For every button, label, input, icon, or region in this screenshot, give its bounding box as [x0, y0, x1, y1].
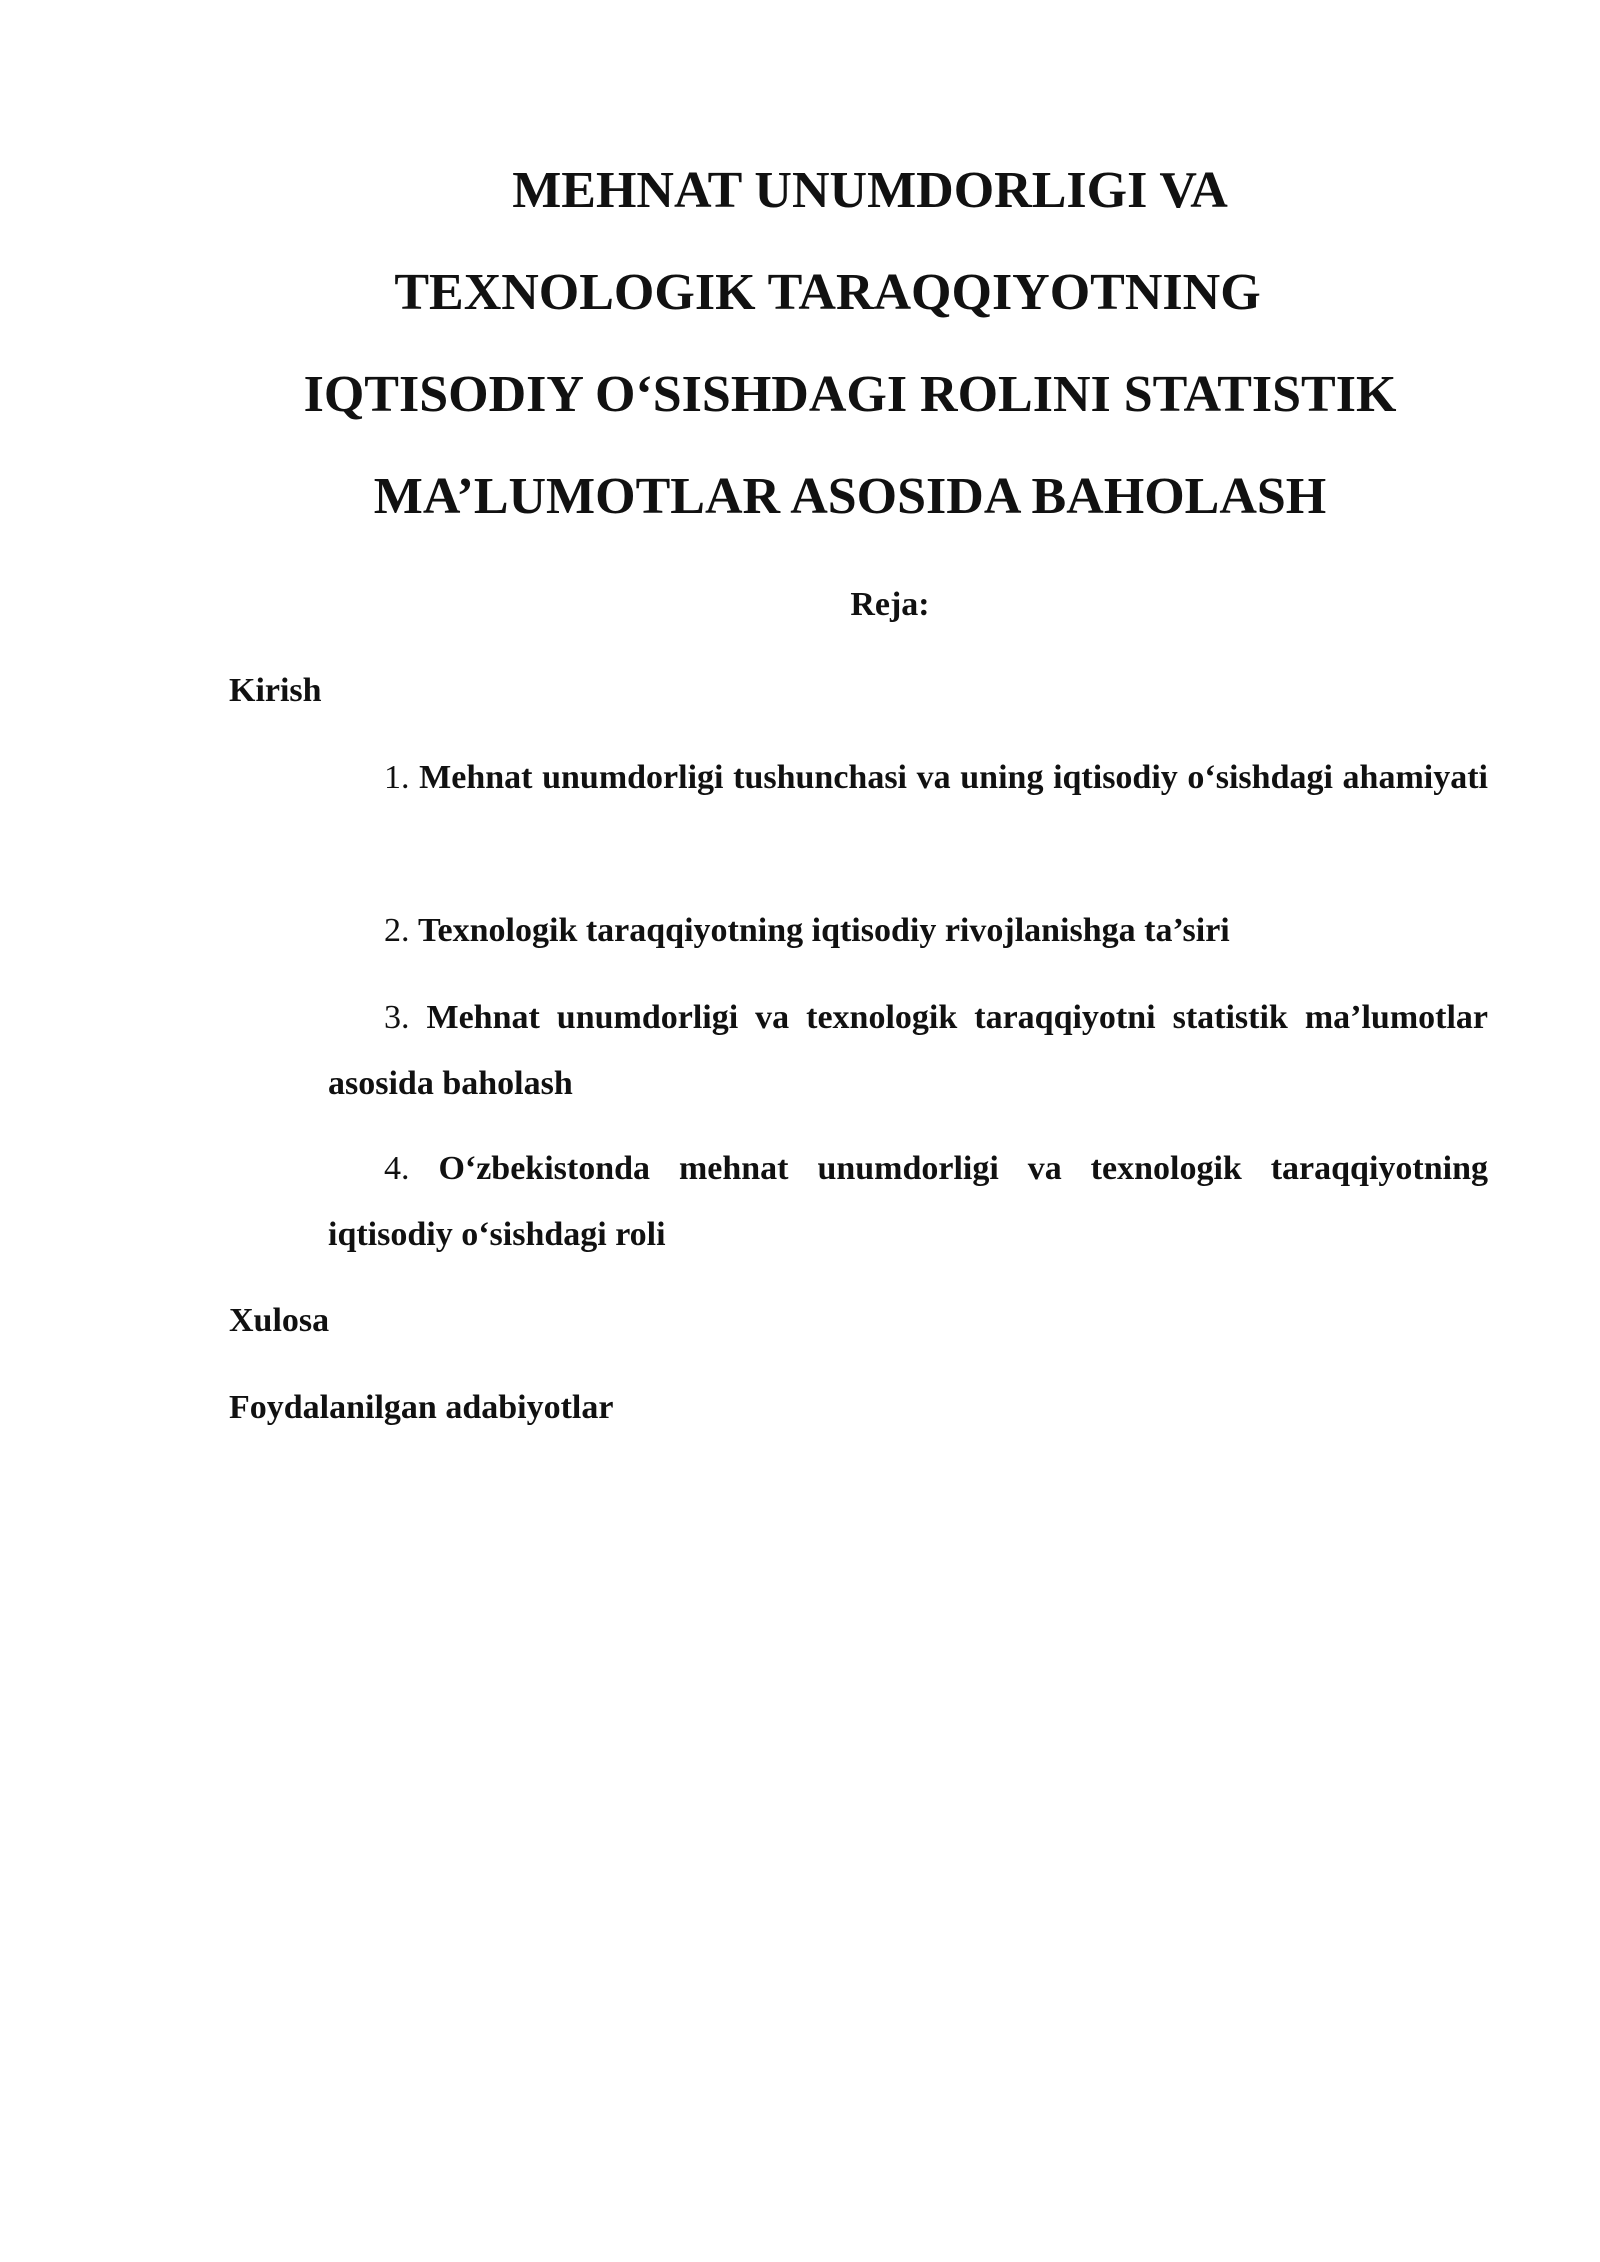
title-line: IQTISODIY O‘SISHDAGI ROLINI STATISTIK: [303, 366, 1397, 423]
toc-item-3: [328, 985, 1488, 1117]
toc-item-4: [328, 1136, 1488, 1268]
toc-item-1: [328, 745, 1488, 811]
toc-conclusion: Xulosa: [229, 1302, 330, 1339]
document-title: [200, 140, 1500, 548]
toc-intro: Kirish: [229, 672, 322, 709]
toc-item-text: O‘zbekistonda mehnat unumdorligi va texnologik taraqqiyotning iqtisodiy o‘sishdagi roli: [328, 1150, 1489, 1253]
title-line: MEHNAT UNUMDORLIGI VA: [512, 162, 1228, 219]
title-line: TEXNOLOGIK TARAQQIYOTNING: [394, 264, 1261, 321]
title-line: MA’LUMOTLAR ASOSIDA BAHOLASH: [373, 468, 1327, 525]
toc-item-text: Mehnat unumdorligi va texnologik taraqqiyotni statistik ma’lumotlar asosida baholash: [328, 999, 1488, 1102]
toc-item-number: 1.: [384, 759, 410, 796]
plan-heading: Reja:: [850, 586, 930, 623]
toc-references: Foydalanilgan adabiyotlar: [229, 1389, 614, 1426]
toc-item-number: 2.: [384, 912, 410, 949]
toc-item-number: 3.: [384, 999, 410, 1036]
toc-item-text: Mehnat unumdorligi tushunchasi va uning iqtisodiy o‘sishdagi ahamiyati: [419, 759, 1489, 796]
toc-item-number: 4.: [384, 1150, 410, 1187]
toc-item-text: Texnologik taraqqiyotning iqtisodiy rivojlanishga ta’siri: [418, 912, 1230, 949]
toc-item-2: [328, 898, 1488, 964]
